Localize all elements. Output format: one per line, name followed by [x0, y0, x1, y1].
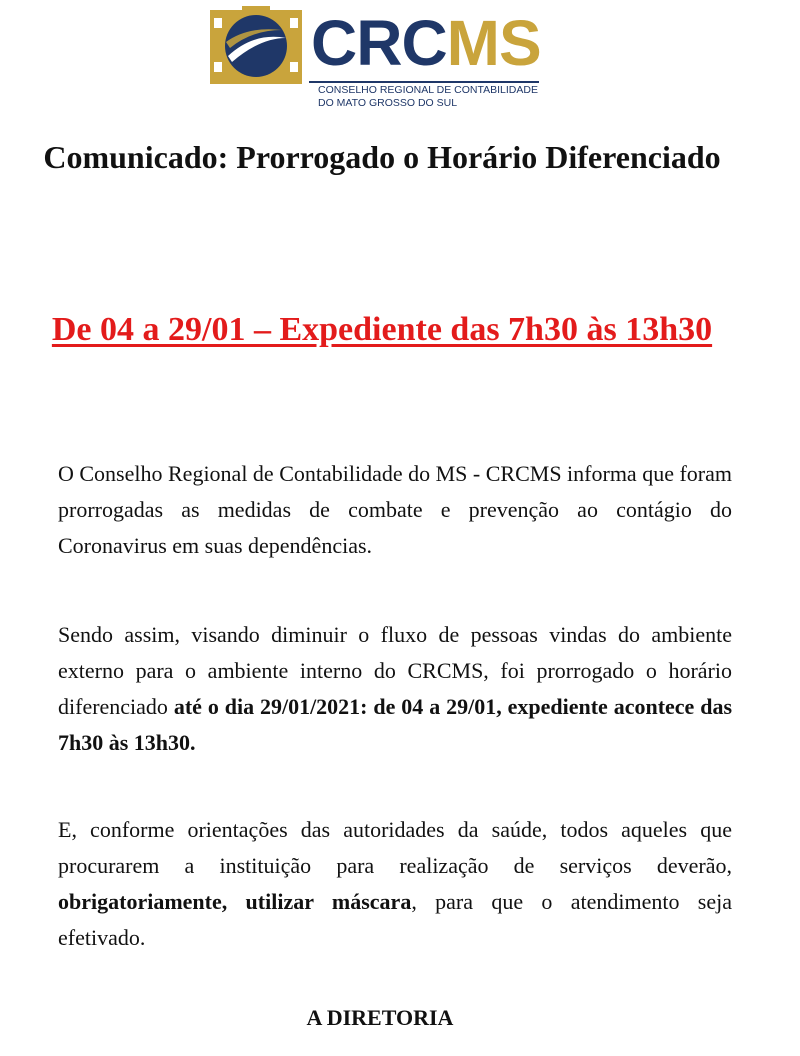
paragraph-schedule-bold: até o dia 29/01/2021: de 04 a 29/01, expediente acontece das 7h30 às 13h30.	[58, 694, 733, 755]
signature: A DIRETORIA	[306, 1005, 454, 1030]
crcms-emblem-icon	[208, 4, 304, 90]
logo-wordmark-ms: MS	[446, 7, 541, 79]
logo-wordmark-crc: CRC	[311, 7, 447, 79]
paragraph-schedule	[58, 617, 732, 761]
schedule-highlight: De 04 a 29/01 – Expediente das 7h30 às 13h30	[51, 311, 713, 348]
paragraph-announcement: O Conselho Regional de Contabilidade do MS - CRCMS informa que foram prorrogadas as medidas de combate e prevenção ao contágio do Coronavirus em suas dependências.	[58, 461, 732, 558]
crcms-logo	[208, 4, 558, 112]
logo-divider	[309, 81, 539, 83]
page-title: Comunicado: Prorrogado o Horário Diferenciado	[43, 139, 721, 175]
paragraph-mask-text-after: , para que o atendimento seja efetivado.	[58, 889, 732, 950]
logo-subtitle-line2: DO MATO GROSSO DO SUL	[318, 96, 458, 109]
logo-subtitle	[318, 84, 538, 109]
logo-subtitle-line1: CONSELHO REGIONAL DE CONTABILIDADE	[318, 84, 538, 96]
paragraph-mask-bold: obrigatoriamente, utilizar máscara	[58, 889, 412, 914]
paragraph-schedule-text: Sendo assim, visando diminuir o fluxo de pessoas vindas do ambiente externo para o ambiente interno do CRCMS, foi prorrogado o horário diferenciado	[58, 622, 732, 719]
logo-wordmark	[311, 7, 541, 79]
paragraph-mask-requirement	[58, 812, 732, 956]
paragraph-mask-text-before: E, conforme orientações das autoridades da saúde, todos aqueles que procurarem a instituição para realização de serviços deverão,	[58, 817, 732, 878]
